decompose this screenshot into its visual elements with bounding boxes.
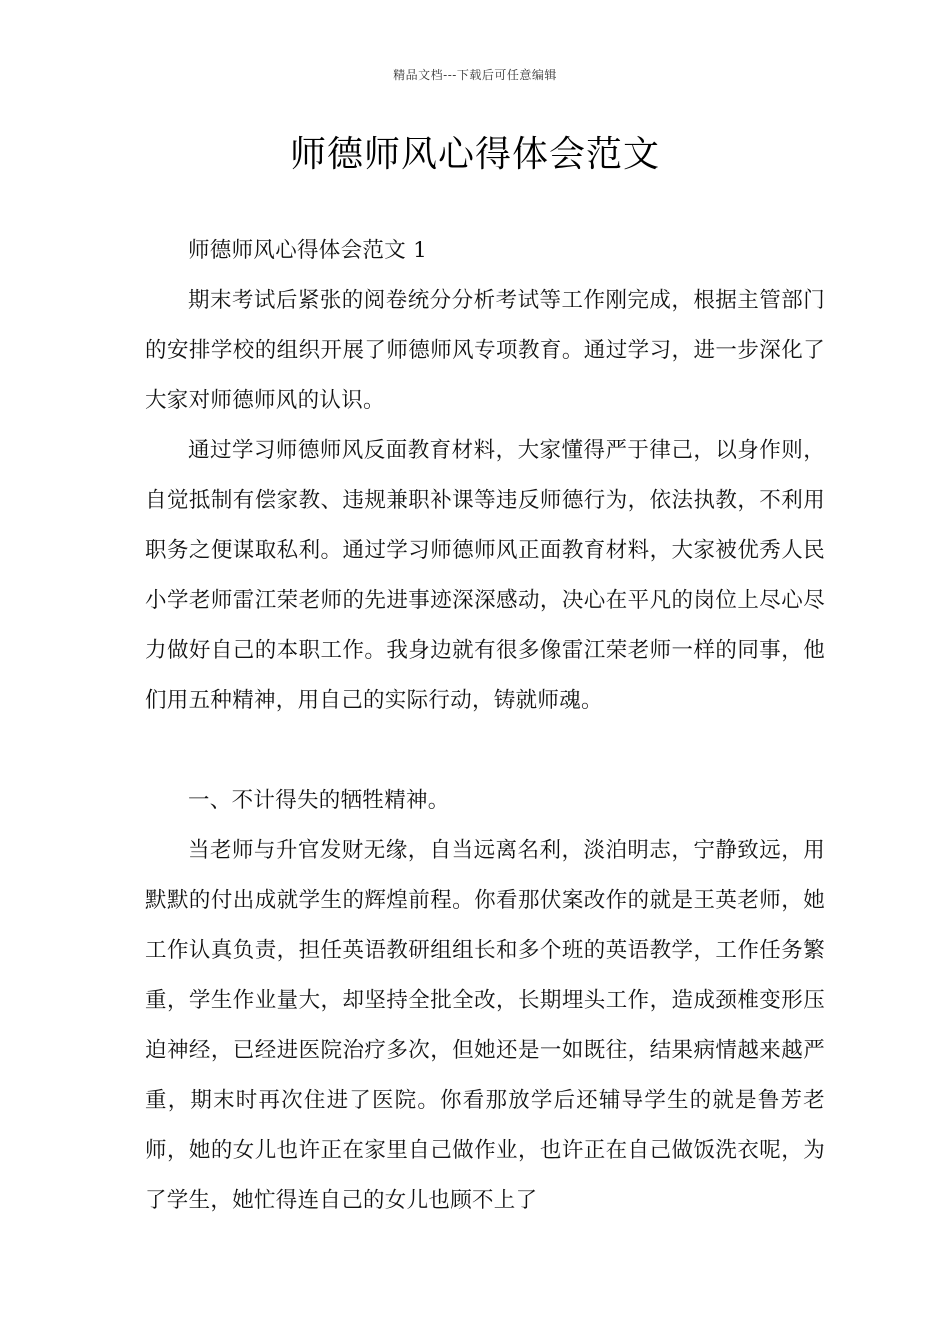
paragraph: 当老师与升官发财无缘，自当远离名利，淡泊明志，宁静致远，用默默的付出成就学生的辉煌前程。你看那伏案改作的就是王英老师，她工作认真负责，担任英语教研组组长和多个班的英语教学，工作任务繁重，学生作业量大，却坚持全批全改，长期埋头工作，造成颈椎变形压迫神经，已经进医院治疗多次，但她还是一如既往，结果病情越来越严重，期末时再次住进了医院。你看那放学后还辅导学生的就是鲁芳老师，她的女儿也许正在家里自己做作业，也许正在自己做饭洗衣呢，为了学生，她忙得连自己的女儿也顾不上了 [145,838,825,1213]
document-body [145,226,825,1226]
header-note: 精品文档---下载后可任意编辑 [393,68,557,82]
section-heading: 师德师风心得体会范文 1 [188,238,428,263]
paragraph: 期末考试后紧张的阅卷统分分析考试等工作刚完成，根据主管部门的安排学校的组织开展了师德师风专项教育。通过学习，进一步深化了大家对师德师风的认识。 [145,288,825,413]
document-title: 师德师风心得体会范文 [289,134,660,175]
subheading: 一、不计得失的牺牲精神。 [188,788,450,813]
paragraph: 通过学习师德师风反面教育材料，大家懂得严于律己，以身作则，自觉抵制有偿家教、违规兼职补课等违反师德行为，依法执教，不利用职务之便谋取私利。通过学习师德师风正面教育材料，大家被优秀人民小学老师雷江荣老师的先进事迹深深感动，决心在平凡的岗位上尽心尽力做好自己的本职工作。我身边就有很多像雷江荣老师一样的同事，他们用五种精神，用自己的实际行动，铸就师魂。 [145,438,825,713]
paragraph-spacer [145,726,825,776]
